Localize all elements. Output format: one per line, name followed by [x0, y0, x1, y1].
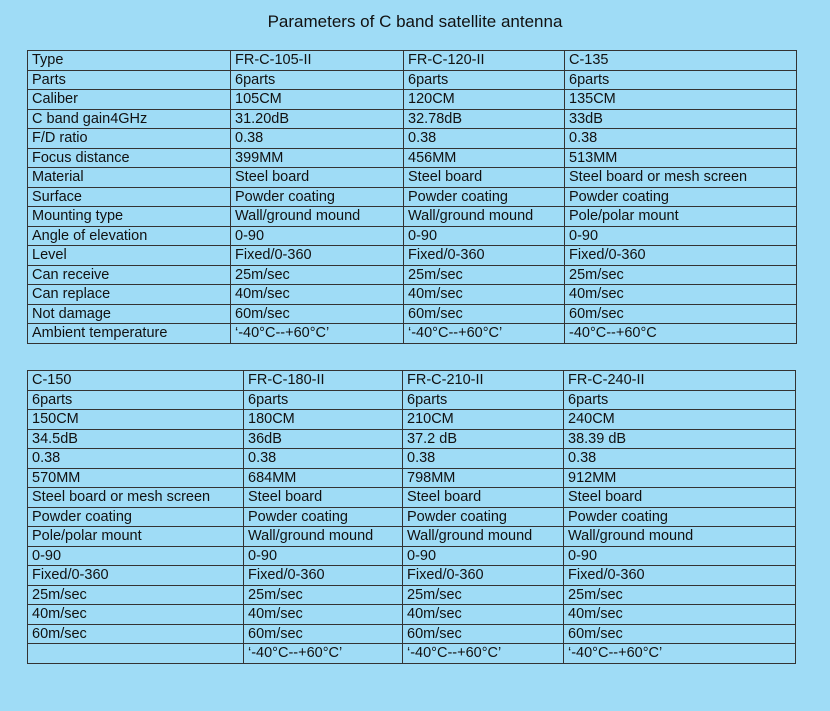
- table-cell: 60m/sec: [231, 304, 404, 324]
- table-cell: 25m/sec: [403, 585, 564, 605]
- table-cell: ‘-40°C--+60°C’: [564, 644, 796, 664]
- row-label-cell: Steel board or mesh screen: [28, 488, 244, 508]
- table-cell: 240CM: [564, 410, 796, 430]
- row-label-cell: C band gain4GHz: [28, 109, 231, 129]
- table-cell: 684MM: [244, 468, 403, 488]
- table-row: [28, 51, 797, 71]
- row-label-cell: Powder coating: [28, 507, 244, 527]
- table-cell: -40°C--+60°C: [565, 324, 797, 344]
- row-label-cell: Not damage: [28, 304, 231, 324]
- table-row: [28, 324, 797, 344]
- table-cell: 0-90: [231, 226, 404, 246]
- table-cell: Powder coating: [231, 187, 404, 207]
- table-row: [28, 488, 796, 508]
- row-label-cell: Mounting type: [28, 207, 231, 227]
- table-cell: Fixed/0-360: [231, 246, 404, 266]
- table-row: [28, 371, 796, 391]
- table-row: [28, 246, 797, 266]
- table-cell: Powder coating: [404, 187, 565, 207]
- table-cell: 456MM: [404, 148, 565, 168]
- row-label-cell: Ambient temperature: [28, 324, 231, 344]
- table-cell: FR-C-120-II: [404, 51, 565, 71]
- table-cell: Fixed/0-360: [404, 246, 565, 266]
- table-row: [28, 468, 796, 488]
- table-cell: Steel board or mesh screen: [565, 168, 797, 188]
- table-row: [28, 390, 796, 410]
- table-row: [28, 90, 797, 110]
- page-title: Parameters of C band satellite antenna: [267, 12, 563, 31]
- table-cell: Wall/ground mound: [564, 527, 796, 547]
- row-label-cell: 150CM: [28, 410, 244, 430]
- row-label-cell: 40m/sec: [28, 605, 244, 625]
- table-cell: Steel board: [244, 488, 403, 508]
- table-cell: Steel board: [404, 168, 565, 188]
- table-row: [28, 429, 796, 449]
- table-cell: 32.78dB: [404, 109, 565, 129]
- table-cell: 36dB: [244, 429, 403, 449]
- table-cell: 33dB: [565, 109, 797, 129]
- table-cell: 0.38: [565, 129, 797, 149]
- table-cell: 6parts: [403, 390, 564, 410]
- table-row: [28, 70, 797, 90]
- row-label-cell: [28, 644, 244, 664]
- table-cell: 399MM: [231, 148, 404, 168]
- table-cell: ‘-40°C--+60°C’: [404, 324, 565, 344]
- table-cell: 31.20dB: [231, 109, 404, 129]
- table-row: [28, 585, 796, 605]
- table-row: [28, 129, 797, 149]
- row-label-cell: 6parts: [28, 390, 244, 410]
- table-cell: 6parts: [564, 390, 796, 410]
- row-label-cell: Angle of elevation: [28, 226, 231, 246]
- table-cell: Fixed/0-360: [403, 566, 564, 586]
- row-label-cell: 0.38: [28, 449, 244, 469]
- table-row: [28, 624, 796, 644]
- table-cell: 0.38: [244, 449, 403, 469]
- table-cell: 0-90: [565, 226, 797, 246]
- table-cell: 25m/sec: [244, 585, 403, 605]
- table-row: [28, 410, 796, 430]
- table-cell: 798MM: [403, 468, 564, 488]
- table-cell: 180CM: [244, 410, 403, 430]
- table-cell: Powder coating: [244, 507, 403, 527]
- table-cell: ‘-40°C--+60°C’: [244, 644, 403, 664]
- table-cell: 0-90: [564, 546, 796, 566]
- table-cell: 135CM: [565, 90, 797, 110]
- row-label-cell: Material: [28, 168, 231, 188]
- table-row: [28, 507, 796, 527]
- table-cell: Wall/ground mound: [404, 207, 565, 227]
- table-cell: 6parts: [565, 70, 797, 90]
- table-cell: 25m/sec: [565, 265, 797, 285]
- table-row: [28, 527, 796, 547]
- table-cell: Steel board: [231, 168, 404, 188]
- table-cell: 40m/sec: [244, 605, 403, 625]
- table-cell: 40m/sec: [564, 605, 796, 625]
- table-cell: 40m/sec: [404, 285, 565, 305]
- table-cell: 25m/sec: [404, 265, 565, 285]
- table-row: [28, 148, 797, 168]
- row-label-cell: Pole/polar mount: [28, 527, 244, 547]
- spec-table-1: [27, 50, 797, 344]
- table-cell: 0.38: [403, 449, 564, 469]
- row-label-cell: Can receive: [28, 265, 231, 285]
- table-cell: Wall/ground mound: [244, 527, 403, 547]
- table-cell: Wall/ground mound: [231, 207, 404, 227]
- table-cell: ‘-40°C--+60°C’: [231, 324, 404, 344]
- table-cell: 0.38: [231, 129, 404, 149]
- table-row: [28, 226, 797, 246]
- table-cell: C-135: [565, 51, 797, 71]
- table-cell: 513MM: [565, 148, 797, 168]
- table-cell: 6parts: [404, 70, 565, 90]
- table-cell: Pole/polar mount: [565, 207, 797, 227]
- table-cell: 120CM: [404, 90, 565, 110]
- table-cell: 60m/sec: [244, 624, 403, 644]
- table-cell: FR-C-180-II: [244, 371, 403, 391]
- table-cell: 0-90: [244, 546, 403, 566]
- row-label-cell: C-150: [28, 371, 244, 391]
- table-cell: FR-C-210-II: [403, 371, 564, 391]
- row-label-cell: Caliber: [28, 90, 231, 110]
- row-label-cell: Type: [28, 51, 231, 71]
- table-row: [28, 207, 797, 227]
- table-cell: Powder coating: [564, 507, 796, 527]
- table-cell: 105CM: [231, 90, 404, 110]
- table-cell: FR-C-240-II: [564, 371, 796, 391]
- table-row: [28, 449, 796, 469]
- row-label-cell: Fixed/0-360: [28, 566, 244, 586]
- table-row: [28, 644, 796, 664]
- table-row: [28, 546, 796, 566]
- table-cell: Wall/ground mound: [403, 527, 564, 547]
- row-label-cell: 60m/sec: [28, 624, 244, 644]
- table-row: [28, 285, 797, 305]
- table-cell: 40m/sec: [565, 285, 797, 305]
- table-cell: Fixed/0-360: [564, 566, 796, 586]
- table-cell: 6parts: [244, 390, 403, 410]
- table-cell: 0-90: [404, 226, 565, 246]
- table-cell: 0.38: [564, 449, 796, 469]
- row-label-cell: 0-90: [28, 546, 244, 566]
- row-label-cell: 570MM: [28, 468, 244, 488]
- table-cell: Powder coating: [565, 187, 797, 207]
- row-label-cell: Surface: [28, 187, 231, 207]
- table-cell: 38.39 dB: [564, 429, 796, 449]
- table-cell: 60m/sec: [565, 304, 797, 324]
- table-cell: 6parts: [231, 70, 404, 90]
- table-cell: Powder coating: [403, 507, 564, 527]
- table-cell: Fixed/0-360: [244, 566, 403, 586]
- table-row: [28, 304, 797, 324]
- table-row: [28, 605, 796, 625]
- row-label-cell: Level: [28, 246, 231, 266]
- table-cell: Steel board: [403, 488, 564, 508]
- table-row: [28, 187, 797, 207]
- table-row: [28, 265, 797, 285]
- table-cell: 40m/sec: [403, 605, 564, 625]
- table-cell: 60m/sec: [403, 624, 564, 644]
- table-cell: 912MM: [564, 468, 796, 488]
- table-cell: 40m/sec: [231, 285, 404, 305]
- table-cell: 0-90: [403, 546, 564, 566]
- table-row: [28, 168, 797, 188]
- table-cell: 210CM: [403, 410, 564, 430]
- table-row: [28, 109, 797, 129]
- table-row: [28, 566, 796, 586]
- spec-table-2: [27, 370, 796, 664]
- table-cell: 25m/sec: [564, 585, 796, 605]
- table-cell: 60m/sec: [564, 624, 796, 644]
- row-label-cell: 34.5dB: [28, 429, 244, 449]
- row-label-cell: Can replace: [28, 285, 231, 305]
- table-cell: FR-C-105-II: [231, 51, 404, 71]
- table-cell: 60m/sec: [404, 304, 565, 324]
- table-cell: 25m/sec: [231, 265, 404, 285]
- table-cell: 37.2 dB: [403, 429, 564, 449]
- row-label-cell: 25m/sec: [28, 585, 244, 605]
- row-label-cell: Focus distance: [28, 148, 231, 168]
- table-cell: ‘-40°C--+60°C’: [403, 644, 564, 664]
- table-cell: 0.38: [404, 129, 565, 149]
- table-cell: Fixed/0-360: [565, 246, 797, 266]
- row-label-cell: F/D ratio: [28, 129, 231, 149]
- table-cell: Steel board: [564, 488, 796, 508]
- row-label-cell: Parts: [28, 70, 231, 90]
